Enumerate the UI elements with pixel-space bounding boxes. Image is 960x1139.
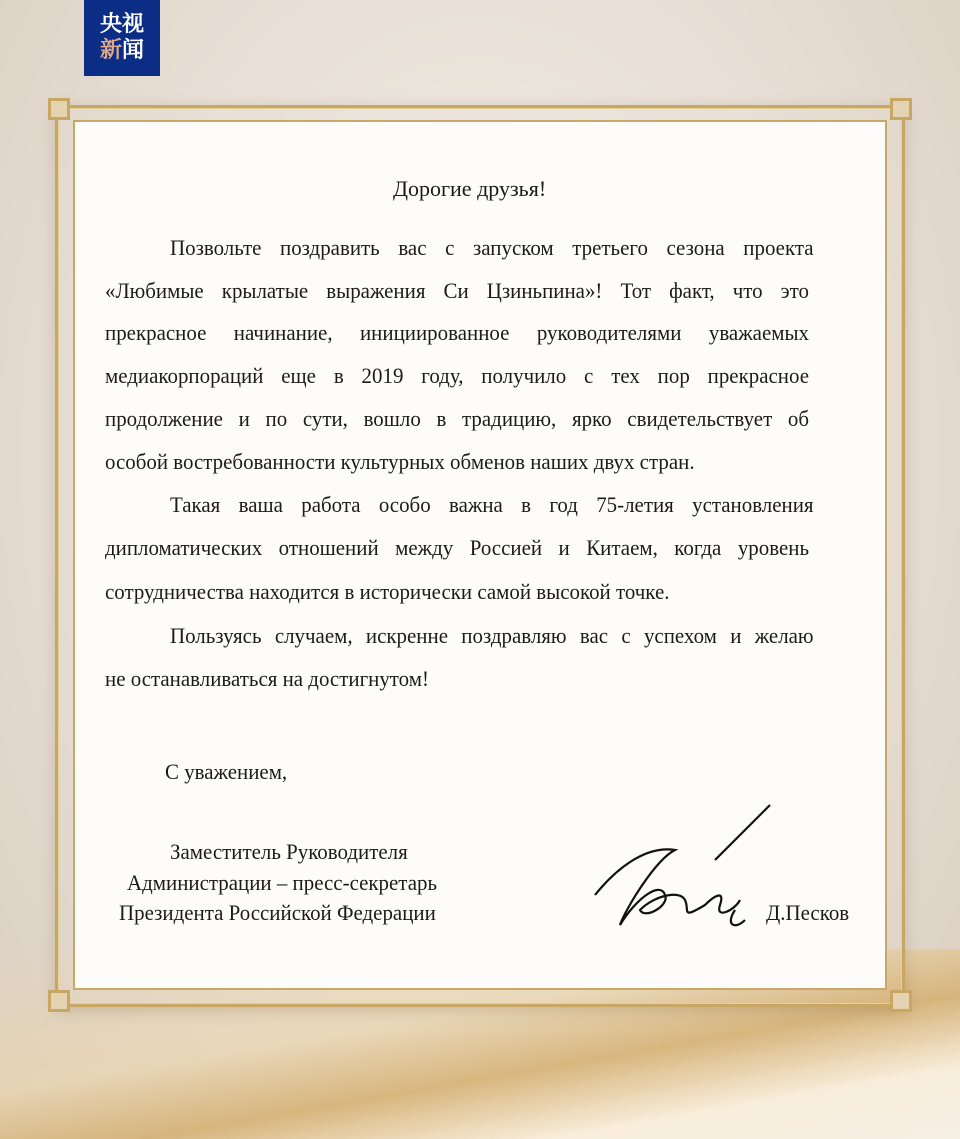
letter-line: «Любимые крылатые выражения Си Цзиньпина»! Тот факт, что это [105,278,810,303]
frame-corner [890,98,912,120]
frame-corner [48,990,70,1012]
signer-title-line: Заместитель Руководителя [170,839,408,864]
signer-title-line: Президента Российской Федерации [119,900,436,925]
frame-corner [48,98,70,120]
logo-text-2: 新闻 [99,38,145,63]
closing: С уважением, [165,759,288,784]
letter-line: прекрасное начинание, инициированное руководителями уважаемых [105,320,810,345]
greeting: Дорогие друзья! [393,176,547,201]
letter-line: особой востребованности культурных обменов наших двух стран. [105,449,695,474]
letter-line: дипломатических отношений между Россией и Китаем, когда уровень [105,535,810,560]
signer-title-line: Администрации – пресс-секретарь [127,870,438,895]
letter-line: продолжение и по сути, вошло в традицию, ярко свидетельствует об [105,406,810,431]
cctv-news-logo [84,0,160,76]
signer-name: Д.Песков [766,900,850,925]
signature [585,800,785,940]
logo-text: 央视 [99,12,144,37]
letter-line: Такая ваша работа особо важна в год 75-летия установления [170,492,814,517]
letter-line: Позвольте поздравить вас с запуском третьего сезона проекта [170,235,814,260]
letter-line: не останавливаться на достигнутом! [105,666,429,691]
letter-line: сотрудничества находится в исторически самой высокой точке. [105,579,670,604]
frame-corner [890,990,912,1012]
letter-line: медиакорпораций еще в 2019 году, получило с тех пор прекрасное [105,363,810,388]
letter-line: Пользуясь случаем, искренне поздравляю вас с успехом и желаю [170,623,814,648]
